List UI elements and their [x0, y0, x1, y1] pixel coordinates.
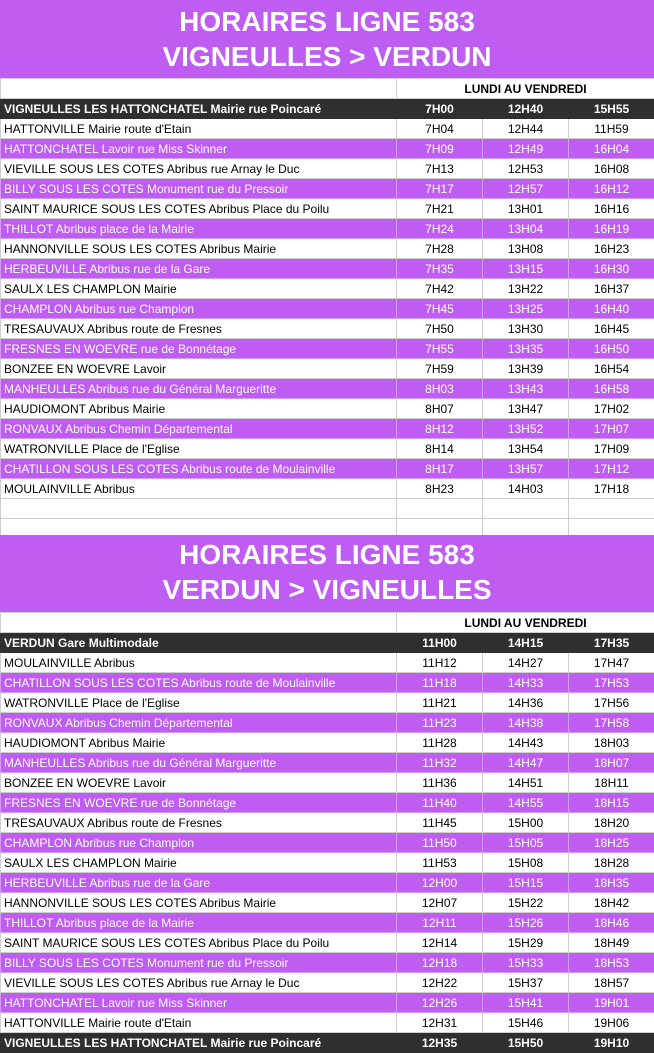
stop-name: CHAMPLON Abribus rue Champlon — [1, 299, 397, 319]
stop-row — [1, 299, 654, 319]
departure-time: 18H07 — [569, 753, 654, 773]
departure-time: 12H07 — [397, 893, 483, 913]
stop-name: MANHEULLES Abribus rue du Général Margueritte — [1, 753, 397, 773]
departure-time: 14H47 — [483, 753, 569, 773]
departure-time: 7H17 — [397, 179, 483, 199]
departure-time: 17H07 — [569, 419, 654, 439]
spacer-table — [0, 498, 654, 539]
departure-time: 17H53 — [569, 673, 654, 693]
stop-name: FRESNES EN WOEVRE rue de Bonnétage — [1, 339, 397, 359]
departure-time: 11H40 — [397, 793, 483, 813]
stop-name: SAULX LES CHAMPLON Mairie — [1, 279, 397, 299]
departure-time: 11H36 — [397, 773, 483, 793]
stop-row — [1, 893, 654, 913]
stop-name: VERDUN Gare Multimodale — [1, 633, 397, 653]
departure-time: 17H09 — [569, 439, 654, 459]
departure-time: 7H09 — [397, 139, 483, 159]
stop-row — [1, 853, 654, 873]
stop-name: BILLY SOUS LES COTES Monument rue du Pressoir — [1, 179, 397, 199]
stop-row — [1, 219, 654, 239]
stop-row — [1, 1013, 654, 1033]
departure-time: 7H59 — [397, 359, 483, 379]
departure-time: 13H04 — [483, 219, 569, 239]
stop-name: BONZEE EN WOEVRE Lavoir — [1, 773, 397, 793]
departure-time: 16H19 — [569, 219, 654, 239]
stop-row — [1, 259, 654, 279]
departure-time: 15H22 — [483, 893, 569, 913]
departure-time: 15H50 — [483, 1033, 569, 1053]
departure-time: 13H08 — [483, 239, 569, 259]
departure-time: 11H21 — [397, 693, 483, 713]
departure-time: 17H02 — [569, 399, 654, 419]
section-title-vigneulles-verdun — [0, 0, 654, 78]
empty-cell — [569, 499, 654, 519]
departure-time: 7H45 — [397, 299, 483, 319]
stop-name: HATTONCHATEL Lavoir rue Miss Skinner — [1, 993, 397, 1013]
departure-time: 12H26 — [397, 993, 483, 1013]
stop-row — [1, 179, 654, 199]
departure-time: 15H37 — [483, 973, 569, 993]
stop-row — [1, 359, 654, 379]
stop-name: FRESNES EN WOEVRE rue de Bonnétage — [1, 793, 397, 813]
day-header-row — [1, 613, 654, 633]
stop-name: WATRONVILLE Place de l'Eglise — [1, 693, 397, 713]
departure-time: 17H56 — [569, 693, 654, 713]
departure-time: 8H14 — [397, 439, 483, 459]
stop-name: SAINT MAURICE SOUS LES COTES Abribus Place du Poilu — [1, 199, 397, 219]
departure-time: 12H57 — [483, 179, 569, 199]
stop-name: SAULX LES CHAMPLON Mairie — [1, 853, 397, 873]
title-line-direction: VIGNEULLES > VERDUN — [0, 39, 654, 74]
departure-time: 8H03 — [397, 379, 483, 399]
stop-row — [1, 693, 654, 713]
stop-name: MOULAINVILLE Abribus — [1, 479, 397, 499]
stop-name: THILLOT Abribus place de la Mairie — [1, 913, 397, 933]
departure-time: 18H53 — [569, 953, 654, 973]
stop-row — [1, 339, 654, 359]
departure-time: 16H40 — [569, 299, 654, 319]
departure-time: 19H10 — [569, 1033, 654, 1053]
stop-row — [1, 833, 654, 853]
stop-name: RONVAUX Abribus Chemin Départemental — [1, 419, 397, 439]
departure-time: 13H30 — [483, 319, 569, 339]
departure-time: 15H15 — [483, 873, 569, 893]
departure-time: 18H57 — [569, 973, 654, 993]
stop-row — [1, 139, 654, 159]
departure-time: 19H01 — [569, 993, 654, 1013]
stop-row — [1, 753, 654, 773]
departure-time: 7H13 — [397, 159, 483, 179]
departure-time: 15H46 — [483, 1013, 569, 1033]
departure-time: 18H20 — [569, 813, 654, 833]
departure-time: 15H41 — [483, 993, 569, 1013]
stop-name: RONVAUX Abribus Chemin Départemental — [1, 713, 397, 733]
departure-time: 14H33 — [483, 673, 569, 693]
stop-row — [1, 813, 654, 833]
stop-row — [1, 119, 654, 139]
empty-cell — [1, 79, 397, 99]
departure-time: 8H07 — [397, 399, 483, 419]
departure-time: 12H31 — [397, 1013, 483, 1033]
departure-time: 13H54 — [483, 439, 569, 459]
empty-cell — [1, 613, 397, 633]
departure-time: 7H24 — [397, 219, 483, 239]
stop-name: HATTONCHATEL Lavoir rue Miss Skinner — [1, 139, 397, 159]
departure-time: 13H47 — [483, 399, 569, 419]
departure-time: 7H50 — [397, 319, 483, 339]
departure-time: 15H00 — [483, 813, 569, 833]
stop-name: CHAMPLON Abribus rue Champlon — [1, 833, 397, 853]
departure-time: 18H49 — [569, 933, 654, 953]
departure-time: 18H15 — [569, 793, 654, 813]
stop-row — [1, 793, 654, 813]
stop-row — [1, 733, 654, 753]
departure-time: 15H55 — [569, 99, 654, 119]
departure-time: 16H23 — [569, 239, 654, 259]
departure-time: 13H22 — [483, 279, 569, 299]
departure-time: 14H15 — [483, 633, 569, 653]
departure-time: 11H53 — [397, 853, 483, 873]
stop-row — [1, 653, 654, 673]
stop-name: MOULAINVILLE Abribus — [1, 653, 397, 673]
stop-row — [1, 913, 654, 933]
departure-time: 17H58 — [569, 713, 654, 733]
stop-name: HAUDIOMONT Abribus Mairie — [1, 399, 397, 419]
schedule-body — [1, 613, 654, 1053]
title-line-route: HORAIRES LIGNE 583 — [0, 537, 654, 572]
title-line-route: HORAIRES LIGNE 583 — [0, 4, 654, 39]
departure-time: 11H12 — [397, 653, 483, 673]
stop-row — [1, 673, 654, 693]
departure-time: 8H12 — [397, 419, 483, 439]
departure-time: 14H51 — [483, 773, 569, 793]
departure-time: 14H36 — [483, 693, 569, 713]
stop-name: TRESAUVAUX Abribus route de Fresnes — [1, 319, 397, 339]
departure-time: 16H50 — [569, 339, 654, 359]
title-line-direction: VERDUN > VIGNEULLES — [0, 572, 654, 607]
departure-time: 7H55 — [397, 339, 483, 359]
departure-time: 16H04 — [569, 139, 654, 159]
departure-time: 7H28 — [397, 239, 483, 259]
schedule-body — [1, 79, 654, 519]
departure-time: 18H03 — [569, 733, 654, 753]
departure-time: 13H39 — [483, 359, 569, 379]
stop-row — [1, 379, 654, 399]
stop-name: VIGNEULLES LES HATTONCHATEL Mairie rue Poincaré — [1, 1033, 397, 1053]
stop-name: SAINT MAURICE SOUS LES COTES Abribus Place du Poilu — [1, 933, 397, 953]
stop-row — [1, 1033, 654, 1053]
stop-name: CHATILLON SOUS LES COTES Abribus route de Moulainville — [1, 459, 397, 479]
schedule-table-verdun-vigneulles — [0, 612, 654, 1053]
stop-row — [1, 439, 654, 459]
departure-time: 13H57 — [483, 459, 569, 479]
departure-time: 17H18 — [569, 479, 654, 499]
section-title-verdun-vigneulles — [0, 535, 654, 612]
departure-time: 14H43 — [483, 733, 569, 753]
departure-time: 17H35 — [569, 633, 654, 653]
stop-row — [1, 973, 654, 993]
departure-time: 16H45 — [569, 319, 654, 339]
departure-time: 13H15 — [483, 259, 569, 279]
departure-time: 15H26 — [483, 913, 569, 933]
departure-time: 12H22 — [397, 973, 483, 993]
departure-time: 11H32 — [397, 753, 483, 773]
departure-time: 13H43 — [483, 379, 569, 399]
departure-time: 11H45 — [397, 813, 483, 833]
stop-row — [1, 199, 654, 219]
departure-time: 18H28 — [569, 853, 654, 873]
empty-cell — [397, 499, 483, 519]
stop-name: VIEVILLE SOUS LES COTES Abribus rue Arnay le Duc — [1, 159, 397, 179]
departure-time: 16H12 — [569, 179, 654, 199]
stop-row — [1, 319, 654, 339]
stop-row — [1, 99, 654, 119]
day-label: LUNDI AU VENDREDI — [397, 79, 654, 99]
departure-time: 12H40 — [483, 99, 569, 119]
departure-time: 12H44 — [483, 119, 569, 139]
stop-name: HAUDIOMONT Abribus Mairie — [1, 733, 397, 753]
stop-row — [1, 479, 654, 499]
stop-row — [1, 873, 654, 893]
departure-time: 11H18 — [397, 673, 483, 693]
day-header-row — [1, 79, 654, 99]
departure-time: 12H00 — [397, 873, 483, 893]
stop-row — [1, 993, 654, 1013]
stop-name: WATRONVILLE Place de l'Eglise — [1, 439, 397, 459]
departure-time: 12H14 — [397, 933, 483, 953]
stop-name: HERBEUVILLE Abribus rue de la Gare — [1, 259, 397, 279]
departure-time: 14H27 — [483, 653, 569, 673]
stop-name: CHATILLON SOUS LES COTES Abribus route de Moulainville — [1, 673, 397, 693]
departure-time: 11H23 — [397, 713, 483, 733]
departure-time: 7H00 — [397, 99, 483, 119]
stop-name: BONZEE EN WOEVRE Lavoir — [1, 359, 397, 379]
departure-time: 18H35 — [569, 873, 654, 893]
departure-time: 8H23 — [397, 479, 483, 499]
departure-time: 16H30 — [569, 259, 654, 279]
departure-time: 13H25 — [483, 299, 569, 319]
departure-time: 11H00 — [397, 633, 483, 653]
departure-time: 19H06 — [569, 1013, 654, 1033]
stop-name: HATTONVILLE Mairie route d'Etain — [1, 1013, 397, 1033]
day-label: LUNDI AU VENDREDI — [397, 613, 654, 633]
stop-name: HATTONVILLE Mairie route d'Etain — [1, 119, 397, 139]
empty-cell — [1, 499, 397, 519]
departure-time: 15H05 — [483, 833, 569, 853]
departure-time: 14H55 — [483, 793, 569, 813]
departure-time: 18H46 — [569, 913, 654, 933]
departure-time: 18H42 — [569, 893, 654, 913]
departure-time: 11H59 — [569, 119, 654, 139]
departure-time: 16H58 — [569, 379, 654, 399]
stop-row — [1, 773, 654, 793]
departure-time: 7H35 — [397, 259, 483, 279]
departure-time: 18H25 — [569, 833, 654, 853]
stop-name: MANHEULLES Abribus rue du Général Margueritte — [1, 379, 397, 399]
stop-row — [1, 633, 654, 653]
stop-row — [1, 279, 654, 299]
departure-time: 12H49 — [483, 139, 569, 159]
stop-row — [1, 713, 654, 733]
departure-time: 16H08 — [569, 159, 654, 179]
departure-time: 11H28 — [397, 733, 483, 753]
stop-row — [1, 399, 654, 419]
departure-time: 7H21 — [397, 199, 483, 219]
departure-time: 17H12 — [569, 459, 654, 479]
departure-time: 14H03 — [483, 479, 569, 499]
departure-time: 12H11 — [397, 913, 483, 933]
departure-time: 16H16 — [569, 199, 654, 219]
departure-time: 18H11 — [569, 773, 654, 793]
departure-time: 11H50 — [397, 833, 483, 853]
departure-time: 13H52 — [483, 419, 569, 439]
departure-time: 16H54 — [569, 359, 654, 379]
stop-row — [1, 239, 654, 259]
stop-name: HANNONVILLE SOUS LES COTES Abribus Mairie — [1, 239, 397, 259]
departure-time: 13H01 — [483, 199, 569, 219]
blank-row — [1, 499, 654, 519]
departure-time: 12H35 — [397, 1033, 483, 1053]
stop-name: BILLY SOUS LES COTES Monument rue du Pressoir — [1, 953, 397, 973]
departure-time: 15H33 — [483, 953, 569, 973]
departure-time: 12H18 — [397, 953, 483, 973]
stop-row — [1, 953, 654, 973]
stop-row — [1, 159, 654, 179]
stop-name: THILLOT Abribus place de la Mairie — [1, 219, 397, 239]
empty-cell — [483, 499, 569, 519]
departure-time: 7H42 — [397, 279, 483, 299]
stop-name: VIGNEULLES LES HATTONCHATEL Mairie rue Poincaré — [1, 99, 397, 119]
schedule-table-vigneulles-verdun — [0, 78, 654, 519]
stop-name: VIEVILLE SOUS LES COTES Abribus rue Arnay le Duc — [1, 973, 397, 993]
departure-time: 14H38 — [483, 713, 569, 733]
stop-row — [1, 459, 654, 479]
departure-time: 8H17 — [397, 459, 483, 479]
departure-time: 17H47 — [569, 653, 654, 673]
departure-time: 16H37 — [569, 279, 654, 299]
departure-time: 15H29 — [483, 933, 569, 953]
stop-name: HERBEUVILLE Abribus rue de la Gare — [1, 873, 397, 893]
stop-row — [1, 419, 654, 439]
stop-name: HANNONVILLE SOUS LES COTES Abribus Mairie — [1, 893, 397, 913]
departure-time: 15H08 — [483, 853, 569, 873]
stop-name: TRESAUVAUX Abribus route de Fresnes — [1, 813, 397, 833]
departure-time: 13H35 — [483, 339, 569, 359]
stop-row — [1, 933, 654, 953]
departure-time: 12H53 — [483, 159, 569, 179]
departure-time: 7H04 — [397, 119, 483, 139]
